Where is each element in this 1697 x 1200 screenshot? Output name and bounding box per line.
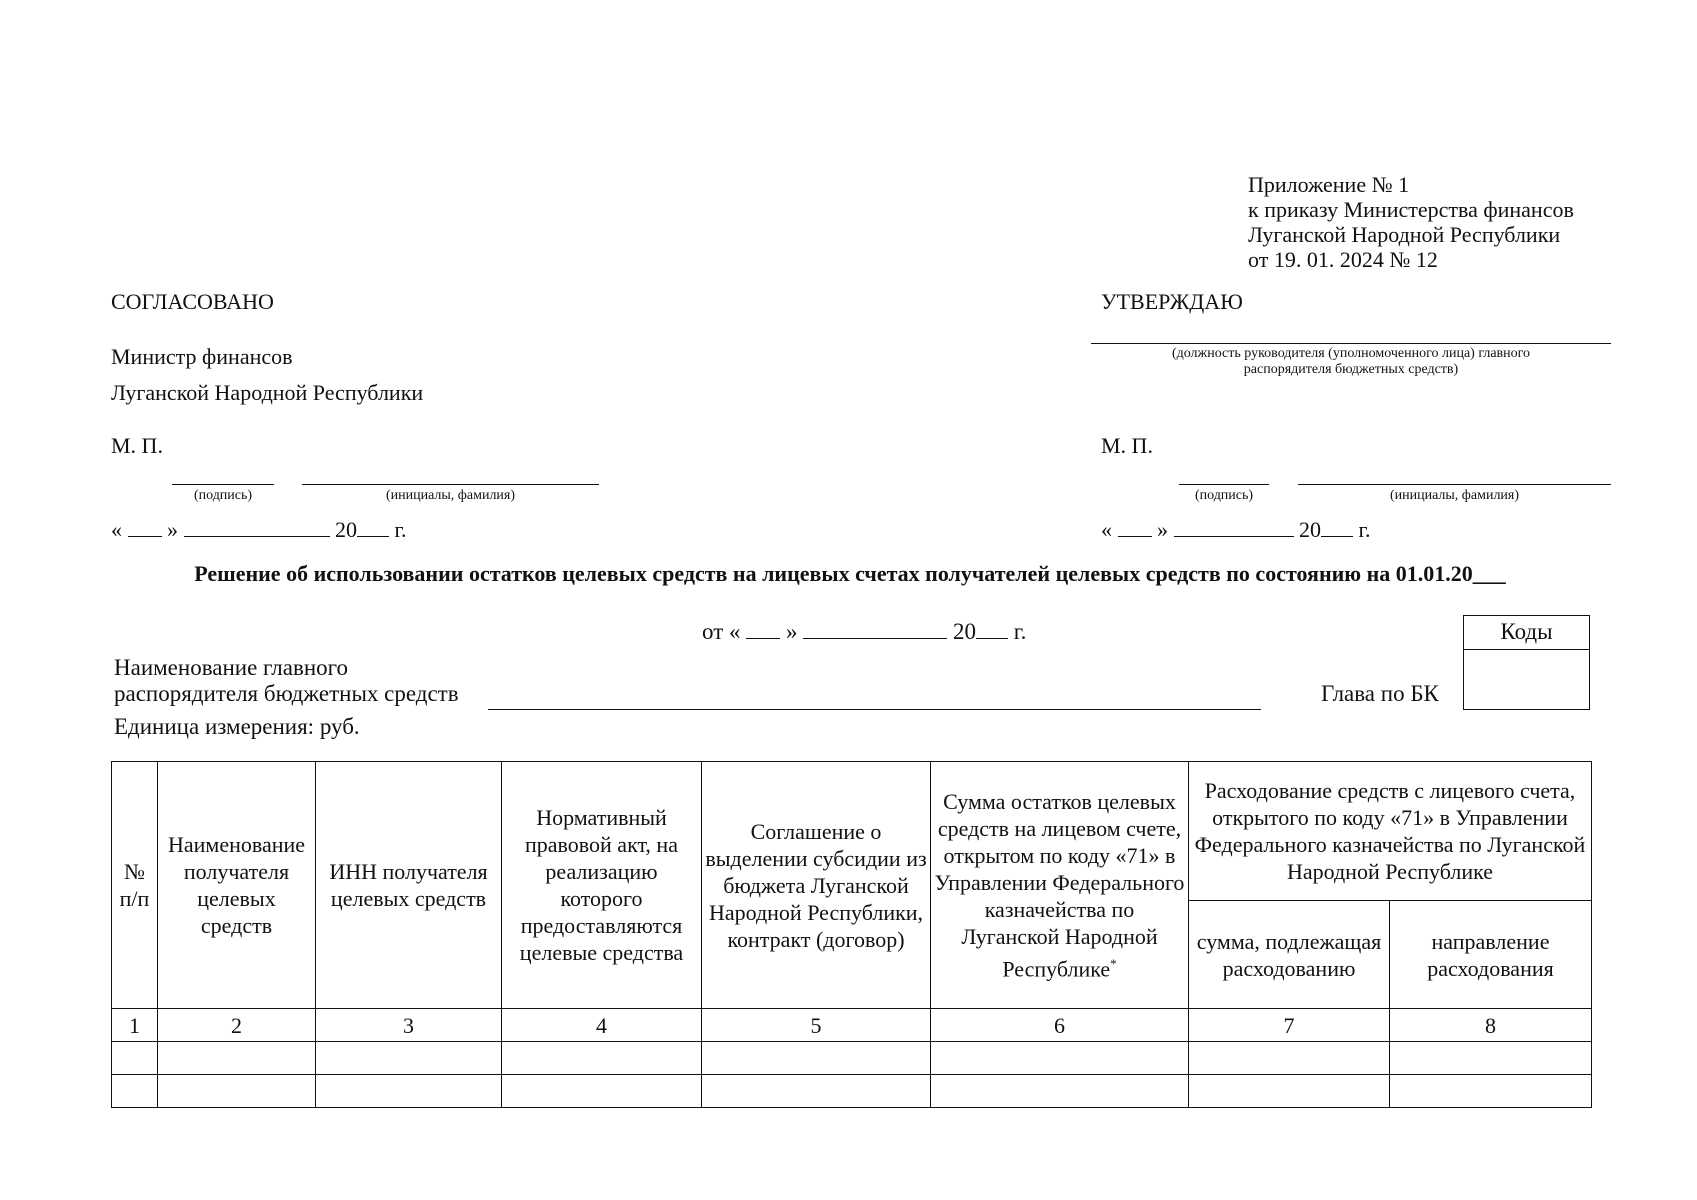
table-cell[interactable] [502,1042,702,1075]
column-number: 1 [112,1009,158,1042]
header-agreement: Соглашение о выделении субсидии из бюджета Луганской Народной Республики, контракт (договор) [702,762,931,1009]
footnote-mark: * [1110,955,1117,971]
decision-year-prefix: 20 [953,619,976,644]
column-number: 2 [158,1009,316,1042]
table-cell[interactable] [112,1075,158,1108]
table-cell[interactable] [1189,1042,1390,1075]
header-direction: направление расходования [1390,901,1592,1009]
right-day-blank[interactable] [1118,518,1152,537]
right-month-blank[interactable] [1174,518,1294,537]
right-seal: М. П. [1101,433,1153,458]
header-recipient: Наименование получателя целевых средств [158,762,316,1009]
left-title-line-2: Луганской Народной Республики [111,380,424,405]
document-title: Решение об использовании остатков целевых средств на лицевых счетах получателей целевых средств по состоянию на 01.01.20___ [194,561,1506,586]
left-seal: М. П. [111,433,163,458]
table-row [112,1075,1592,1108]
decision-year-blank[interactable] [976,620,1008,639]
left-signature-caption: (подпись) [193,488,253,503]
appendix-line-4: от 19. 01. 2024 № 12 [1248,247,1438,272]
left-date [111,517,407,542]
decision-date-prefix: от « [702,619,741,644]
header-legal-act: Нормативный правовой акт, на реализацию которого предоставляются целевые средства [502,762,702,1009]
table-cell[interactable] [158,1042,316,1075]
right-date-open: « [1101,517,1112,542]
right-date [1101,517,1371,542]
left-signature-line[interactable] [172,484,274,485]
codes-value-cell[interactable] [1463,649,1590,710]
unit-label: Единица измерения: руб. [114,714,360,739]
decision-date [702,619,1026,645]
right-signature-line[interactable] [1179,484,1269,485]
left-year-blank[interactable] [357,518,389,537]
header-inn: ИНН получателя целевых средств [316,762,502,1009]
header-num: № п/п [112,762,158,1009]
right-date-close: » [1157,517,1168,542]
left-title-line-1: Министр финансов [111,344,293,369]
decision-day-blank[interactable] [746,620,780,639]
column-number: 7 [1189,1009,1390,1042]
header-amount: сумма, подлежащая расходованию [1189,901,1390,1009]
left-name-caption: (инициалы, фамилия) [385,488,516,503]
right-heading: УТВЕРЖДАЮ [1101,289,1243,314]
appendix-line-2: к приказу Министерства финансов [1248,197,1574,222]
appendix-note [1248,172,1574,272]
left-heading: СОГЛАСОВАНО [111,289,274,314]
column-number: 5 [702,1009,931,1042]
codes-header: Коды [1463,615,1590,650]
right-signature-caption: (подпись) [1194,488,1254,503]
table-cell[interactable] [502,1075,702,1108]
decision-year-suffix: г. [1013,619,1027,644]
manager-label-line-1: Наименование главного [114,655,349,680]
column-number: 6 [931,1009,1189,1042]
appendix-line-1: Приложение № 1 [1248,172,1410,197]
right-year-suffix: г. [1358,517,1371,542]
manager-name-line[interactable] [488,709,1261,710]
column-number: 8 [1390,1009,1592,1042]
codes-row-label: Глава по БК [1321,681,1439,706]
column-number: 4 [502,1009,702,1042]
table-cell[interactable] [931,1042,1189,1075]
table-cell[interactable] [1189,1075,1390,1108]
column-number-row [112,1009,1592,1042]
left-date-open: « [111,517,122,542]
right-year-blank[interactable] [1321,518,1353,537]
table-cell[interactable] [931,1075,1189,1108]
table-cell[interactable] [316,1075,502,1108]
header-spending-group: Расходование средств с лицевого счета, открытого по коду «71» в Управлении Федерального казначейства по Луганской Народной Республике [1189,762,1592,901]
table-row [112,1042,1592,1075]
header-balance [931,762,1189,1009]
left-name-line[interactable] [302,484,599,485]
right-position-caption-line-2: распорядителя бюджетных средств) [1243,362,1459,377]
manager-label-line-2: распорядителя бюджетных средств [114,681,459,706]
balances-table [111,761,1592,1108]
table-cell[interactable] [702,1075,931,1108]
header-balance-text: Сумма остатков целевых средств на лицевом счете, открытом по коду «71» в Управлении Федерального казначейства по Луганской Народной Республике [934,788,1185,982]
left-year-prefix: 20 [335,517,357,542]
right-position-caption-line-1: (должность руководителя (уполномоченного лица) главного [1171,346,1531,361]
decision-date-close: » [786,619,798,644]
table-cell[interactable] [112,1042,158,1075]
table-cell[interactable] [158,1075,316,1108]
left-month-blank[interactable] [184,518,330,537]
table-cell[interactable] [1390,1075,1592,1108]
left-day-blank[interactable] [128,518,162,537]
appendix-line-3: Луганской Народной Республики [1248,222,1561,247]
right-position-caption [1091,346,1611,378]
left-date-close: » [167,517,178,542]
decision-month-blank[interactable] [803,620,947,639]
right-year-prefix: 20 [1299,517,1321,542]
table-cell[interactable] [1390,1042,1592,1075]
table-cell[interactable] [702,1042,931,1075]
right-position-line[interactable] [1091,343,1611,344]
table-cell[interactable] [316,1042,502,1075]
right-name-caption: (инициалы, фамилия) [1389,488,1520,503]
right-name-line[interactable] [1298,484,1611,485]
left-year-suffix: г. [394,517,407,542]
column-number: 3 [316,1009,502,1042]
